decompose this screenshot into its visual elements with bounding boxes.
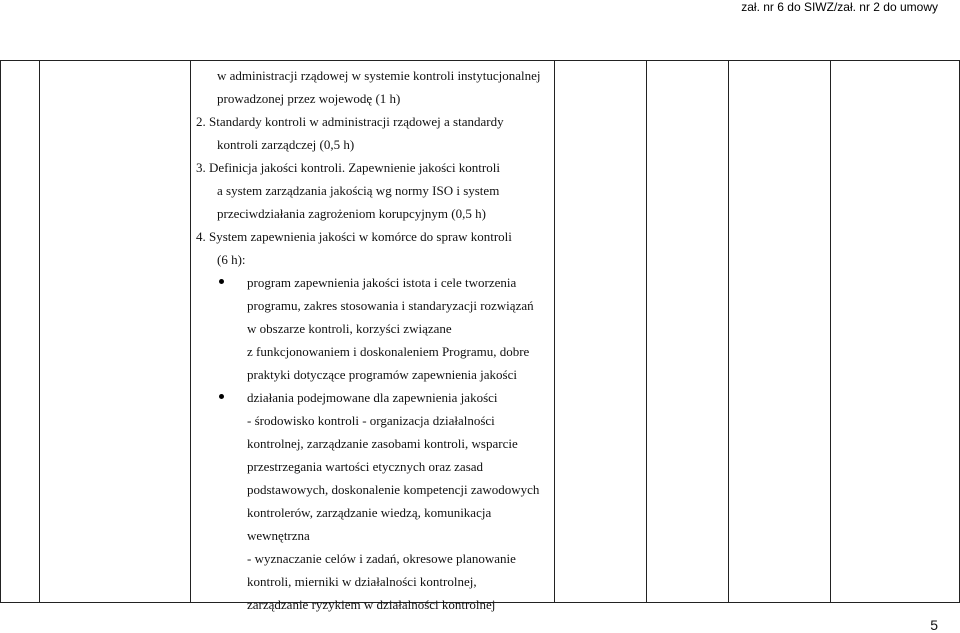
list-item-3: 3. Definicja jakości kontroli. Zapewnienie jakości kontroli bbox=[196, 160, 500, 175]
text-line: praktyki dotyczące programów zapewnienia jakości bbox=[247, 367, 517, 382]
text-line: zarządzanie ryzykiem w działalności kontrolnej bbox=[247, 597, 496, 612]
table-column-divider bbox=[830, 60, 831, 603]
text-line: - wyznaczanie celów i zadań, okresowe planowanie bbox=[247, 551, 516, 566]
document-header-reference: zał. nr 6 do SIWZ/zał. nr 2 do umowy bbox=[741, 0, 938, 14]
table-top-border bbox=[0, 60, 960, 61]
table-column-divider bbox=[190, 60, 191, 603]
text-line: z funkcjonowaniem i doskonaleniem Programu, dobre bbox=[247, 344, 530, 359]
bullet-text: działania podejmowane dla zapewnienia jakości bbox=[247, 390, 498, 405]
text-line: prowadzonej przez wojewodę (1 h) bbox=[217, 91, 401, 106]
bullet-text: program zapewnienia jakości istota i cele tworzenia bbox=[247, 275, 517, 290]
bullet-icon bbox=[219, 279, 224, 284]
page-number: 5 bbox=[930, 617, 938, 633]
text-line: przestrzegania wartości etycznych oraz zasad bbox=[247, 459, 484, 474]
text-line: podstawowych, doskonalenie kompetencji zawodowych bbox=[247, 482, 540, 497]
text-line: programu, zakres stosowania i standaryzacji rozwiązań bbox=[247, 298, 534, 313]
table-column-divider bbox=[646, 60, 647, 603]
text-line: w administracji rządowej w systemie kontroli instytucjonalnej bbox=[217, 68, 541, 83]
list-item-4: 4. System zapewnienia jakości w komórce do spraw kontroli bbox=[196, 229, 512, 244]
bullet-item-program bbox=[196, 271, 556, 294]
list-item-2: 2. Standardy kontroli w administracji rządowej a standardy bbox=[196, 114, 504, 129]
text-line: wewnętrzna bbox=[247, 528, 310, 543]
table-column-divider bbox=[728, 60, 729, 603]
text-line: kontrolnej, zarządzanie zasobami kontroli, wsparcie bbox=[247, 436, 518, 451]
course-program-text bbox=[196, 64, 556, 616]
text-line: w obszarze kontroli, korzyści związane bbox=[247, 321, 452, 336]
text-line: kontroli zarządczej (0,5 h) bbox=[217, 137, 355, 152]
text-line: - środowisko kontroli - organizacja działalności bbox=[247, 413, 495, 428]
table-column-divider bbox=[0, 60, 1, 603]
text-line: przeciwdziałania zagrożeniom korupcyjnym (0,5 h) bbox=[217, 206, 486, 221]
bullet-item-actions bbox=[196, 386, 556, 409]
text-line: kontrolerów, zarządzanie wiedzą, komunikacja bbox=[247, 505, 492, 520]
bullet-icon bbox=[219, 394, 224, 399]
text-line: kontroli, mierniki w działalności kontrolnej, bbox=[247, 574, 477, 589]
text-line: a system zarządzania jakością wg normy ISO i system bbox=[217, 183, 500, 198]
table-column-divider bbox=[39, 60, 40, 603]
text-line: (6 h): bbox=[217, 252, 246, 267]
